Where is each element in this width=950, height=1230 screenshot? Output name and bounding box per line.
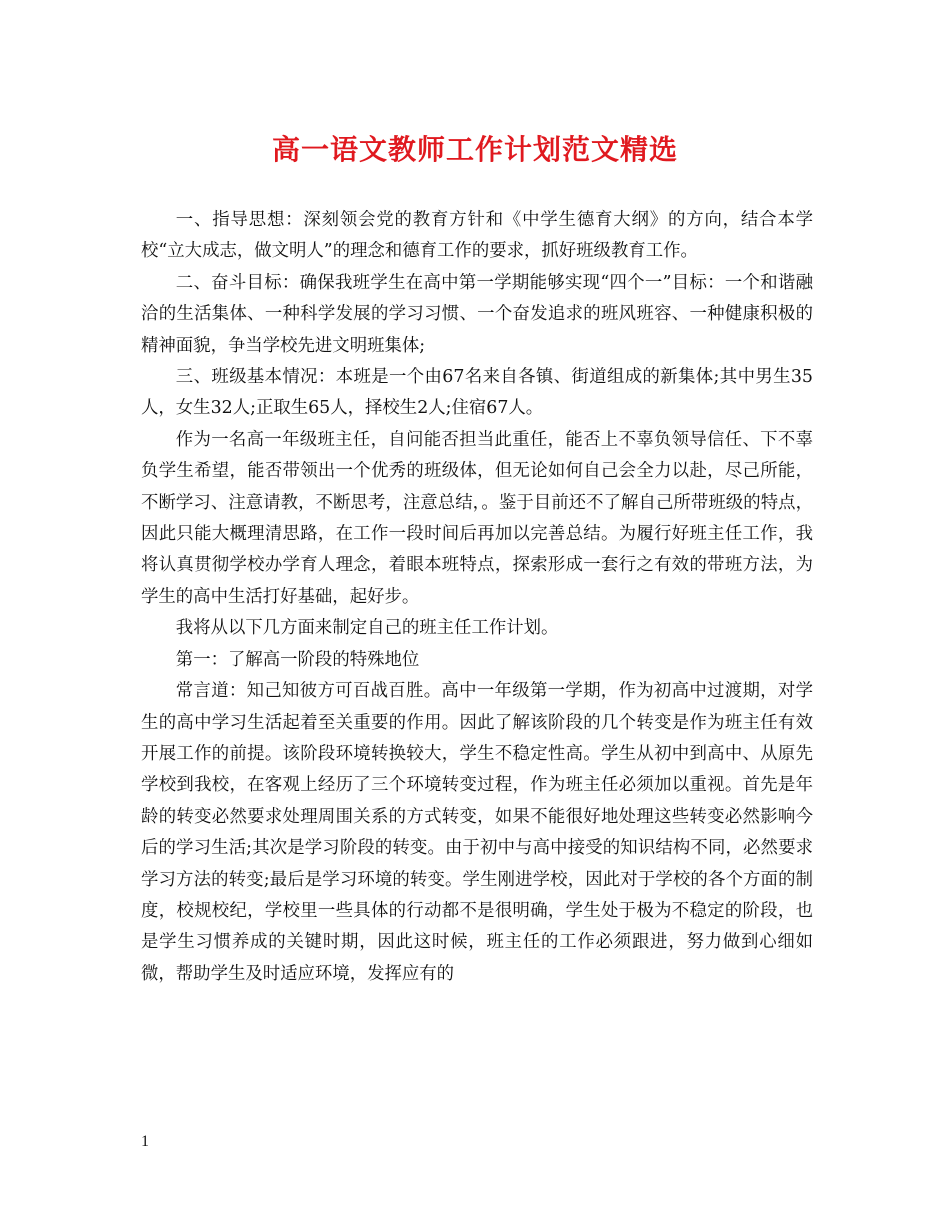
document-body — [141, 205, 813, 990]
section-heading-first: 第一：了解高一阶段的特殊地位 — [175, 649, 420, 670]
page-number: 1 — [141, 1133, 149, 1150]
document-title: 高一语文教师工作计划范文精选 — [271, 133, 678, 166]
paragraph-class-situation: 三、班级基本情况：本班是一个由67名来自各镇、街道组成的新集体;其中男生35人，女生32人;正取生65人，择校生2人;住宿67人。 — [141, 367, 813, 419]
paragraph-teacher-reflection: 作为一名高一年级班主任，自问能否担当此重任，能否上不辜负领导信任、下不辜负学生希望，能否带领出一个优秀的班级体，但无论如何自己会全力以赴，尽己所能，不断学习、注意请教，不断思考，注意总结，。鉴于目前还不了解自己所带班级的特点，因此只能大概理清思路，在工作一段时间后再加以完善总结。为履行好班主任工作，我将认真贯彻学校办学育人理念，着眼本班特点，探索形成一套行之有效的带班方法，为学生的高中生活打好基础，起好步。 — [141, 429, 813, 607]
paragraph-transition-period: 常言道：知己知彼方可百战百胜。高中一年级第一学期，作为初高中过渡期，对学生的高中学习生活起着至关重要的作用。因此了解该阶段的几个转变是作为班主任有效开展工作的前提。该阶段环境转换较大，学生不稳定性高。学生从初中到高中、从原先学校到我校，在客观上经历了三个环境转变过程，作为班主任必须加以重视。首先是年龄的转变必然要求处理周围关系的方式转变，如果不能很好地处理这些转变必然影响今后的学习生活;其次是学习阶段的转变。由于初中与高中接受的知识结构不同，必然要求学习方法的转变;最后是学习环境的转变。学生刚进学校，因此对于学校的各个方面的制度，校规校纪，学校里一些具体的行动都不是很明确，学生处于极为不稳定的阶段，也是学生习惯养成的关键时期，因此这时候，班主任的工作必须跟进，努力做到心细如微，帮助学生及时适应环境，发挥应有的 — [141, 681, 813, 984]
paragraph-guiding-ideology: 一、指导思想：深刻领会党的教育方针和《中学生德育大纲》的方向，结合本学校“立大成志，做文明人”的理念和德育工作的要求，抓好班级教育工作。 — [141, 210, 813, 262]
paragraph-plan-intro: 我将从以下几方面来制定自己的班主任工作计划。 — [175, 618, 559, 639]
paragraph-goals: 二、奋斗目标：确保我班学生在高中第一学期能够实现“四个一”目标：一个和谐融洽的生活集体、一种科学发展的学习习惯、一个奋发追求的班风班容、一种健康积极的精神面貌，争当学校先进文明班集体; — [141, 272, 813, 356]
